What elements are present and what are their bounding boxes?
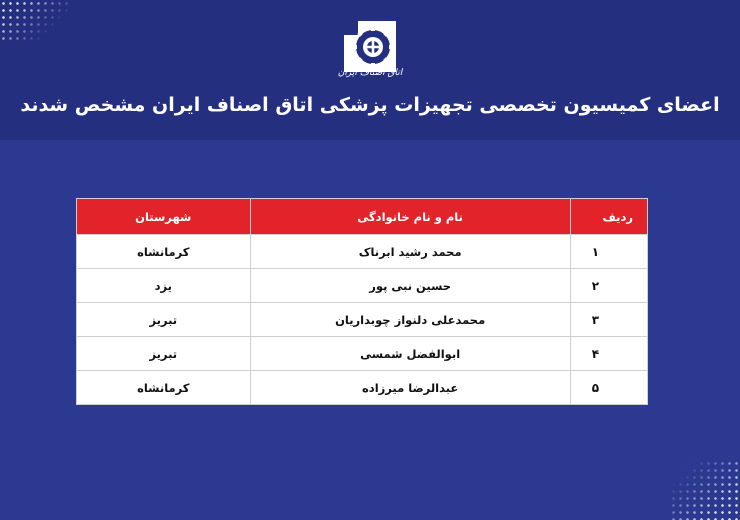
- members-table: [76, 198, 648, 405]
- decorative-dots-top-left: [0, 0, 70, 40]
- row-number: ۲: [570, 269, 647, 303]
- table-row: [77, 235, 648, 269]
- member-city: کرمانشاه: [77, 235, 251, 269]
- header-full-name: نام و نام خانوادگی: [250, 199, 570, 235]
- member-name: محمدعلی دلنواز چوبداریان: [250, 303, 570, 337]
- header-row-number: ردیف: [570, 199, 647, 235]
- logo-caption: اتاق اصناف ایران: [337, 68, 403, 78]
- member-city: تبریز: [77, 337, 251, 371]
- member-name: عبدالرضا میرزاده: [250, 371, 570, 405]
- row-number: ۱: [570, 235, 647, 269]
- member-city: کرمانشاه: [77, 371, 251, 405]
- row-number: ۳: [570, 303, 647, 337]
- table-header-row: [77, 199, 648, 235]
- decorative-dots-bottom-right: [670, 460, 740, 520]
- page-title: اعضای کمیسیون تخصصی تجهیزات پزشکی اتاق اصناف ایران مشخص شدند: [20, 94, 720, 116]
- row-number: ۴: [570, 337, 647, 371]
- member-city: تبریز: [77, 303, 251, 337]
- member-name: ابوالفضل شمسی: [250, 337, 570, 371]
- row-number: ۵: [570, 371, 647, 405]
- table-row: [77, 371, 648, 405]
- table-row: [77, 303, 648, 337]
- member-city: یزد: [77, 269, 251, 303]
- table-row: [77, 269, 648, 303]
- table-row: [77, 337, 648, 371]
- member-name: حسین نبی پور: [250, 269, 570, 303]
- header-city: شهرستان: [77, 199, 251, 235]
- member-name: محمد رشید ابرناک: [250, 235, 570, 269]
